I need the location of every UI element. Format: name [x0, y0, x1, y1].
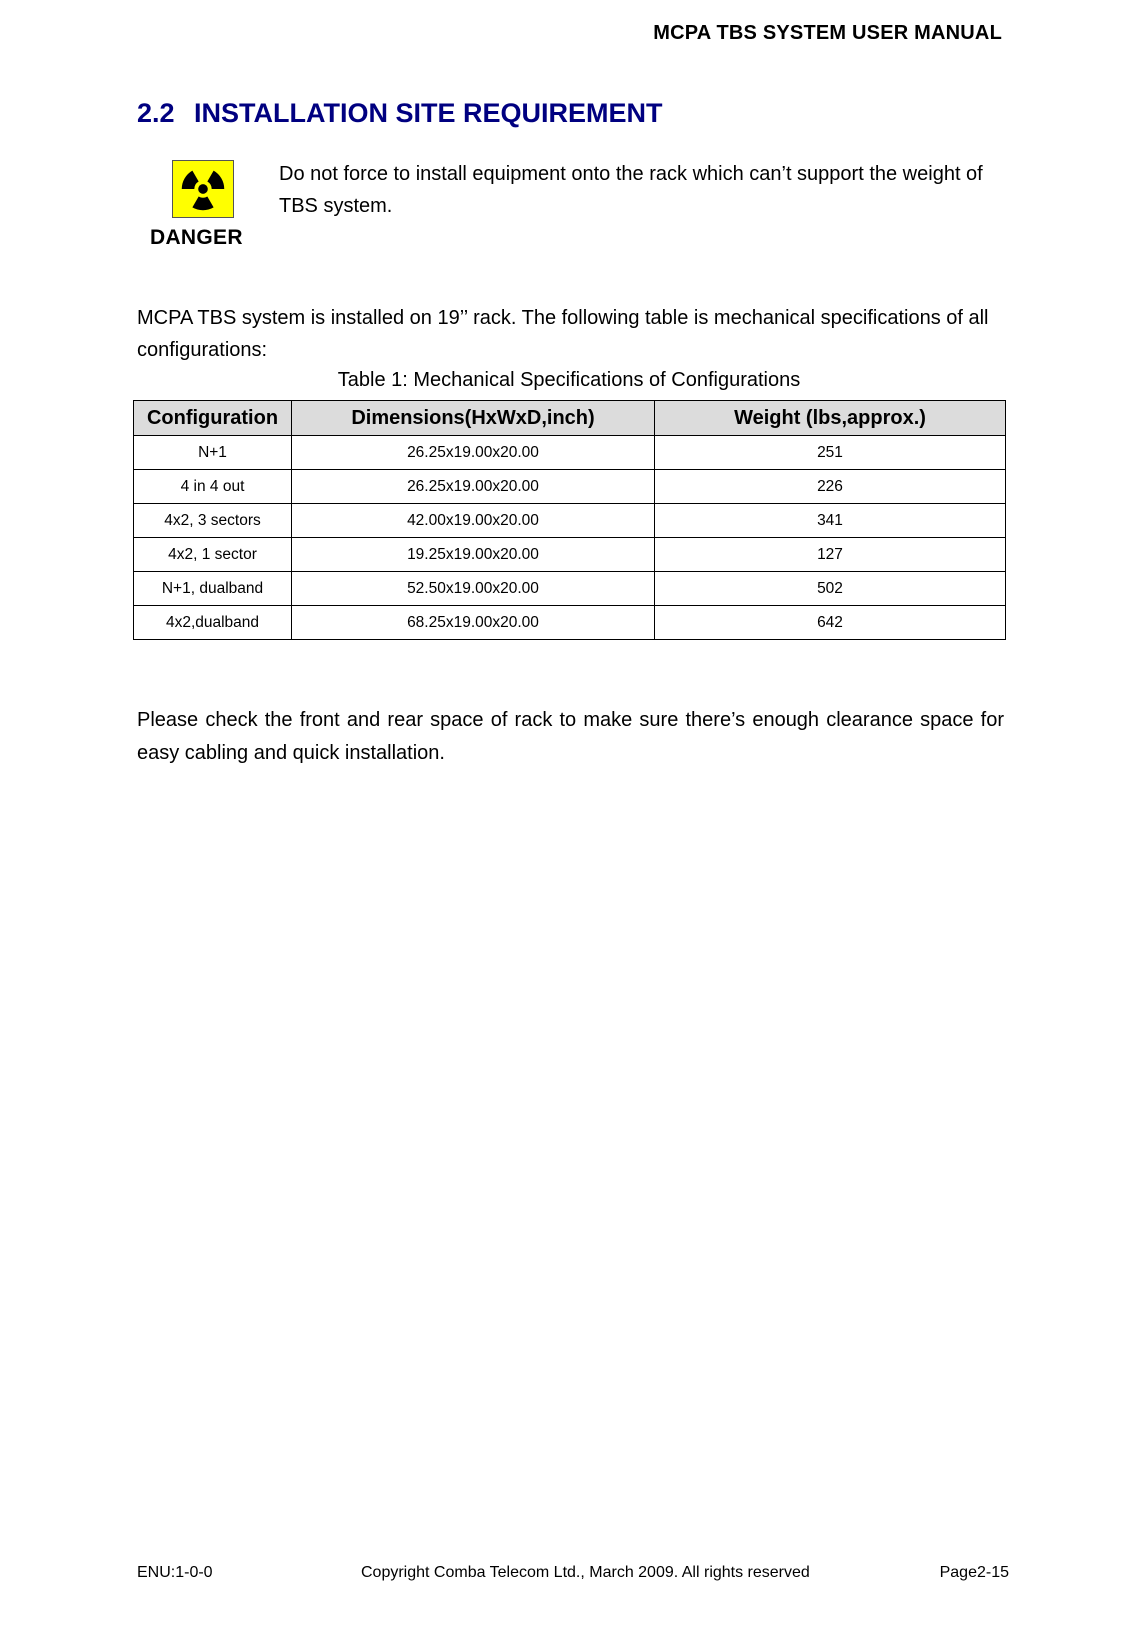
section-number: 2.2	[137, 98, 175, 128]
section-title: INSTALLATION SITE REQUIREMENT	[194, 98, 663, 128]
table-row	[134, 538, 1006, 572]
table-header-row	[134, 401, 1006, 436]
radiation-center	[198, 184, 208, 194]
cell-weight: 127	[655, 538, 1006, 572]
cell-configuration: 4x2,dualband	[134, 606, 292, 640]
cell-configuration: N+1, dualband	[134, 572, 292, 606]
danger-notice	[150, 160, 260, 250]
danger-text: Do not force to install equipment onto the rack which can’t support the weight of TBS system.	[279, 163, 983, 217]
cell-configuration: 4x2, 3 sectors	[134, 504, 292, 538]
cell-weight: 251	[655, 436, 1006, 470]
cell-dimensions: 26.25x19.00x20.00	[292, 436, 655, 470]
table-row	[134, 504, 1006, 538]
table-row	[134, 470, 1006, 504]
col-header-weight: Weight (lbs,approx.)	[655, 401, 1006, 436]
col-header-configuration: Configuration	[134, 401, 292, 436]
cell-configuration: 4 in 4 out	[134, 470, 292, 504]
footer-doc-code: ENU:1-0-0	[137, 1564, 213, 1581]
cell-weight: 502	[655, 572, 1006, 606]
cell-configuration: 4x2, 1 sector	[134, 538, 292, 572]
intro-paragraph: MCPA TBS system is installed on 19’’ rack. The following table is mechanical specifications of all configurations:	[137, 307, 989, 361]
radiation-hazard-icon	[172, 160, 234, 218]
cell-weight: 341	[655, 504, 1006, 538]
table-row	[134, 572, 1006, 606]
table-row	[134, 436, 1006, 470]
cell-weight: 226	[655, 470, 1006, 504]
danger-label: DANGER	[150, 226, 243, 249]
footer-copyright: Copyright Comba Telecom Ltd., March 2009. All rights reserved	[361, 1564, 810, 1581]
footer-page-number: Page2-15	[939, 1564, 1009, 1581]
col-header-dimensions: Dimensions(HxWxD,inch)	[292, 401, 655, 436]
cell-dimensions: 52.50x19.00x20.00	[292, 572, 655, 606]
running-header: MCPA TBS SYSTEM USER MANUAL	[653, 22, 1002, 44]
spec-table	[133, 400, 1006, 640]
cell-dimensions: 42.00x19.00x20.00	[292, 504, 655, 538]
cell-weight: 642	[655, 606, 1006, 640]
closing-paragraph: Please check the front and rear space of rack to make sure there’s enough clearance space for easy cabling and quick installation.	[137, 709, 1004, 764]
cell-configuration: N+1	[134, 436, 292, 470]
cell-dimensions: 26.25x19.00x20.00	[292, 470, 655, 504]
page-footer	[137, 1564, 1009, 1586]
table-caption: Table 1: Mechanical Specifications of Configurations	[337, 369, 801, 391]
cell-dimensions: 68.25x19.00x20.00	[292, 606, 655, 640]
cell-dimensions: 19.25x19.00x20.00	[292, 538, 655, 572]
section-heading	[137, 98, 663, 129]
table-row	[134, 606, 1006, 640]
